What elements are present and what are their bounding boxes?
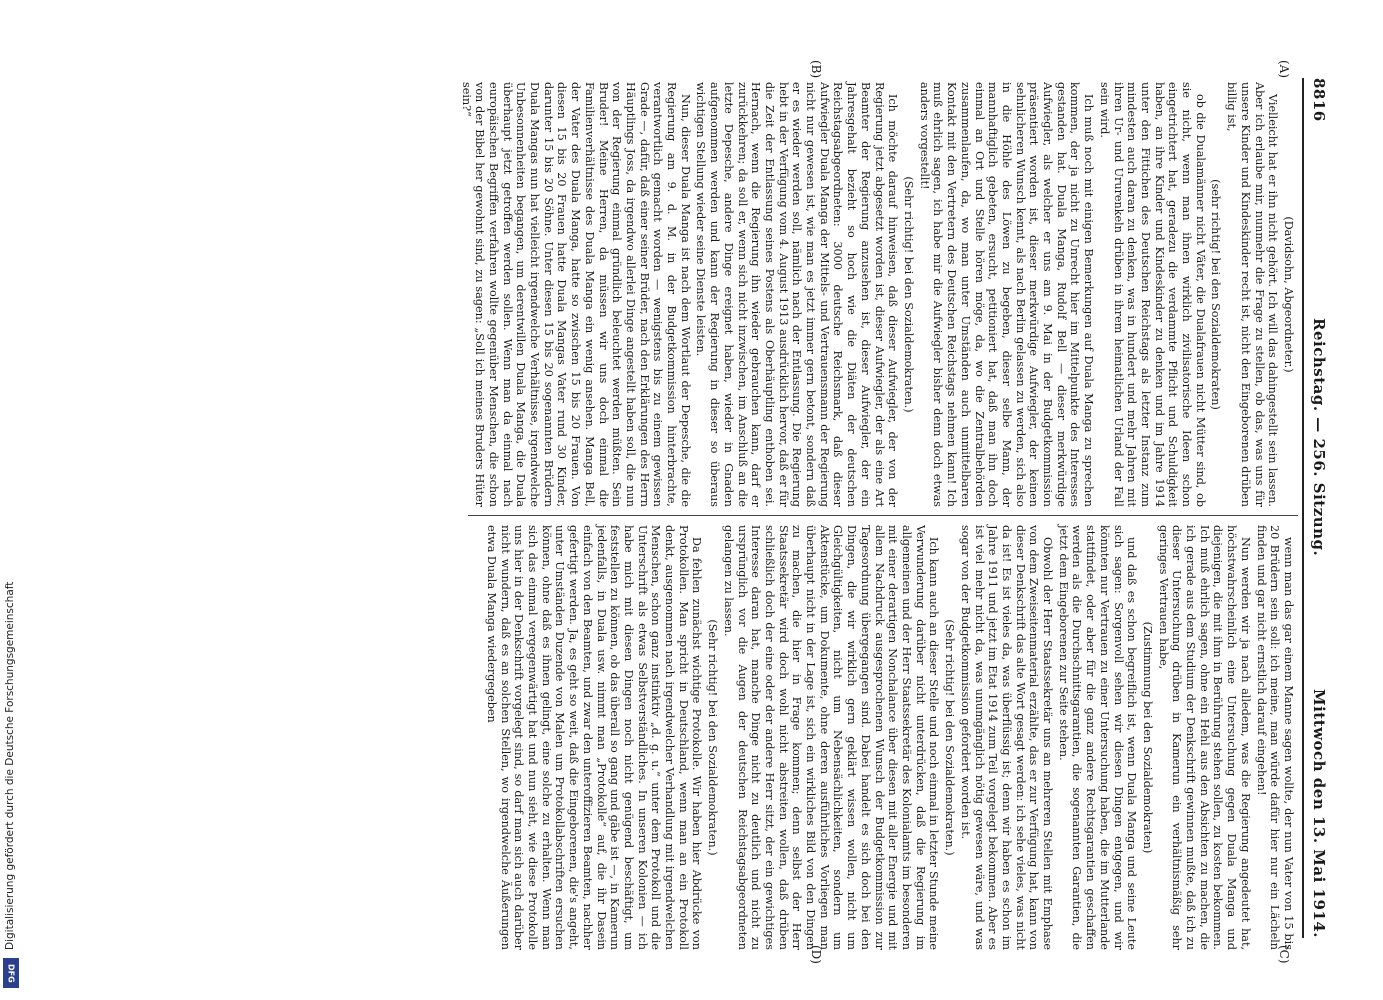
paragraph: Obwohl der Herr Staatssekretär uns an mehreren Stellen mit Emphase von dem Zweiseitenmaterial erzählte, das er zur Verfügung hat, kann von dieser Denkschrift das alte Wort gesagt werden: ich sehe vieles, was nicht da ist! Es ist vieles da, was überflüssig ist; denn wir haben es schon im Jahre 1911 und jetzt im Etat 1914 zum Teil vorgelegt bekommen. Aber es ist viel mehr nicht da, was unumgänglich nötig gewesen wäre, und was sogar von der Budgetkommission gefordert worden ist. [958, 525, 1055, 950]
paragraph: ob die Dualamänner nicht Väter, die Dualafrauen nicht Mütter sind, ob sie nicht, wenn man ihnen wirklich zivilisatorische Ideen schon eingetrichtert hat, geradezu die verdammte Pflicht und Schuldigkeit haben, an ihre Kinder und Kindeskinder zu denken und im Jahre 1914 unter den Fittichen des Deutschen Reichstags als letzter Instanz zum mindesten auch daran zu denken, was in hundert und mehr Jahren mit ihren Ur- und Ururenkeln drüben in ihrem heimatlichen Urland der Fall sein wird. [1097, 82, 1207, 507]
paragraph: Nun, dieser Duala Manga ist nach dem Wortlaut der Depesche, die die Regierung am 9. d. M. in der Budgetkommission hinterbrachte, verantwortlich gemacht worden — wenigstens bis zu einem gewissen Grade —, dafür, daß einer seiner Brüder, nach den Erklärungen des Herrn Häuptlings Joss, da irgendwo allerlei Dinge angestellt haben soll, die nun von der Regierung einmal gründlich beleuchtet werden müßten. Sein Bruder! Meine Herren, da müssen wir uns doch einmal die Familienverhältnisse des Duala Manga ein wenig ansehen. Manga Bell, der Vater des Duala Manga, hatte so zwischen 15 bis 20 Frauen. Von diesen 15 bis 20 Frauen hatte Duala Mangas Vater rund 30 Kinder, darunter 15 bis 20 Söhne. Unter diesen 15 bis 20 sogenannten Brüdern Duala Mangas nun hat vielleicht irgendwelche Verhältnisse, irgendwelche Unbesonnenheiten begangen, um derentwillen Duala Manga, die Duala überhaupt jetzt getroffen werden sollen. Wenn man da einmal nach europäischen Begriffen verfahren wollte gegenüber Menschen, die schon von der Bibel her gewohnt sind, zu sagen: „Soll ich meines Bruders Hüter sein?“ [459, 82, 692, 507]
session-date: Mittwoch den 13. Mai 1914. [1310, 688, 1328, 938]
margin-mark-d: (D) [809, 945, 823, 964]
margin-mark-a: (A) [1277, 60, 1291, 79]
paragraph: Da fehlen zunächst wichtige Protokolle. Wir haben hier Abdrücke von Protokollen. Man spricht in Deutschland, wenn man an ein Protokoll denkt, ausgenommen nach irgendwelcher Verhandlung mit irgendwelchen Menschen, schon ganz instinktiv „d. g. u.“ unter dem Protokoll und die Unterschrift als etwas Selbstverständliches. In unseren Kolonien — ich habe mich mit diesen Dingen noch nicht genügend beschäftigt, um feststellen zu können, ob das überall so gang und gäbe ist —, in Kamerun jedenfalls, in Duala usw. nimmt man „Protokolle“ auf, die ihr Dasein einfach von den Beamten, und zwar den unteroffizieren Beamten, nachher gefertigt werden. Ja, es geht so weit, daß die Eingeborenen, die's angeht, unter Umständen Duzende von Malen um Protokollabschriften ersuchen können, ohne daß es ihnen gelingt, eine solche zu erhalten. Wenn man sich das einmal vergegenwärtigt hat und nun sieht, wie diese Protokolle uns hier in der Denkschrift vorgelegt sind, so darf man sich auch darüber nicht wundern, daß es an solchen Stellen, wo irgendwelche Äußerungen etwa Duala Manga wiedergegeben [484, 525, 704, 950]
margin-mark-c: (C) [1277, 945, 1291, 964]
dfg-logo: DFG [3, 958, 19, 988]
paragraph: wenn man das gar einem Manne sagen wollte, der nun Vater von 15 bis 20 Brüdern sein soll: ich meine, man würde dafür hier nur ein Lächeln finden und gar nicht ernstlich darauf eingehen! [1254, 525, 1295, 950]
paragraph: Nun werden wir ja nach alledem, was die Regierung angedeutet hat, höchstwahrscheinlich eine Untersuchung gegen Duala Manga und diejenigen, die mit ihm in Berührung stehen sollen, zu kosten bekommen. Ich muß ehrlich sagen, ohne ein Hehl aus den Absichten zu machen, die ich gerade aus dem Studium der Denkschrift gewinnen mußte, daß ich zu dieser Untersuchung drüben in Kamerun ein verhältnismäßig sehr geringes Vertrauen habe, [1156, 525, 1252, 950]
left-text-column [459, 82, 1295, 507]
page-header [1306, 78, 1328, 938]
paragraph: Ich möchte darauf hinweisen, daß dieser Aufwiegler, der von der Regierung jetzt abgesetzt worden ist, dieser Aufwiegler, der als eine Art Beamter der Regierung anzusehen ist, dieser Aufwiegler, der ein Jahresgehalt bezieht so hoch wie die Diäten der deutschen Reichstagsabgeordneten: 3000 deutsche Reichsmark, daß dieser Aufwiegler Duala Manga der Mittels- und Vertrauensmann der Regierung nicht nur gewesen ist, wie man es jetzt immer gern betont, sondern daß er es wieder werden soll, nämlich nach der Entlassung. Die Regierung hebt in der Verfügung vom 4. August 1913 ausdrücklich hervor, daß er für die Zeit der Entlassung seines Postens als Oberhäuptling enthoben sei. Hernach, wenn die Regierung ihn wieder gebrauchen kann, darf er zurückkehren; da soll er, wenn sich nicht inzwischen, im Anschluß an die letzte Depesche, andere Dinge ereignet haben, wieder in Gnaden aufgenommen werden und kann der Regierung in dieser so überaus wichtigen Stellung wieder seine Dienste leisten. [694, 82, 900, 507]
header-rule [1302, 78, 1304, 938]
interjection: (Sehr richtig! bei den Sozialdemokraten.) [706, 619, 720, 856]
paragraph: und daß es schon begreiflich ist, wenn Duala Manga und seine Leute sich sagen: Sorgenvoll sehen wir diesen Dingen entgegen, und wir könnten nur Vertrauen zu einer Untersuchung haben, die im Mutterlande stattfindet, oder aber für die ganz andere Rechtsgarantien geschaffen werden als die Durchschnittsgarantien, die sogenannten Garantien, die jetzt dem Eingeborenen zur Seite stehen. [1056, 525, 1139, 950]
digitization-credit [0, 0, 22, 1000]
paragraph: Vielleicht hat er ihn nicht gehört. Ich will das dahingestellt sein lassen. Aber ich erlaube mir, nunmehr die Frage zu stellen, ob das, was uns für unsere Kinder und Kindeskinder recht ist, nicht den Eingeborenen drüben billig ist, [1225, 82, 1280, 507]
page-number: 8816 [1310, 78, 1328, 122]
interjection: (Sehr richtig! bei den Sozialdemokraten.) [902, 176, 916, 413]
credit-text: Digitalisierung gefördert durch die Deutsche Forschungsgemeinschaft [4, 581, 16, 950]
interjection: (Davidsohn, Abgeordneter.) [1282, 216, 1295, 373]
interjection: (Zustimmung bei den Sozialdemokraten) [1140, 621, 1154, 854]
right-text-column [465, 525, 1295, 950]
interjection: (sehr richtig! bei den Sozialdemokraten) [1209, 179, 1223, 410]
column-divider [468, 515, 1298, 516]
paragraph: Ich muß noch mit einigen Bemerkungen auf Duala Manga zu sprechen kommen, der ja nicht zu Unrecht hier im Mittelpunkte des Interesses gestanden hat. Duala Manga, Rudolf Bell — dieser merkwürdige Aufwiegler, als welcher er uns am 9. Mai in der Budgetkommission präsentiert worden ist, dieser merkwürdige Aufwiegler, der keinen sehnlicheren Wunsch kennt, als nach Berlin gelassen zu werden, sich also in die Höhle des Löwen zu begeben, dieser selbe Mann, der mannhaftiglich gebeten, ersucht, petitioniert hat, daß man ihn doch einmal an Ort und Stelle hören möge, da, wo die Zentralbehörden zusammenlaufen, da, wo man unter Umständen auch unmittelbaren Kontakt mit den Vertretern des Deutschen Reichstags nehmen kann! Ich muß ehrlich sagen, ich habe mir die Aufwiegler bisher denn doch etwas anders vorgestellt! [917, 82, 1096, 507]
margin-mark-b: (B) [809, 60, 823, 79]
paragraph: Ich kann auch an dieser Stelle und noch einmal in letzter Stunde meine Verwunderung darüber nicht unterdrücken, daß die Regierung im allgemeinen und der Herr Staatssekretär des Kolonialamts im besonderen mit einer derartigen Nonchalance über diesen mit aller Energie und mit allem Nachdruck ausgesprochenen Wunsch der Budgetkommission zur Tagesordnung übergegangen sind. Dabei handelt es sich doch bei den Dingen, die wir wirklich gern geklärt wissen wollen, nicht um Gleichgültigkeiten, nicht um Nebensächlichkeiten, sondern um Aktenstücke, um Dokumente, ohne deren ausführliches Vorliegen man überhaupt nicht in der Lage ist, sich ein wirkliches Bild von den Dingen zu machen, die hier in Frage kommen; denn selbst der Herr Staatssekretär wird doch wohl nicht abstreiten wollen, daß drüben schließlich doch der eine oder der andere Herr sitzt, der ein gewichtiges Interesse daran hat, manche Dinge nicht zu deutlich und nicht zu ursprünglich vor die Augen der deutschen Reichstagsabgeordneten gelangen zu lassen. [721, 525, 941, 950]
session-title: Reichstag. — 256. Sitzung. [1310, 318, 1328, 557]
interjection: (Sehr richtig! bei den Sozialdemokraten.) [943, 619, 957, 856]
